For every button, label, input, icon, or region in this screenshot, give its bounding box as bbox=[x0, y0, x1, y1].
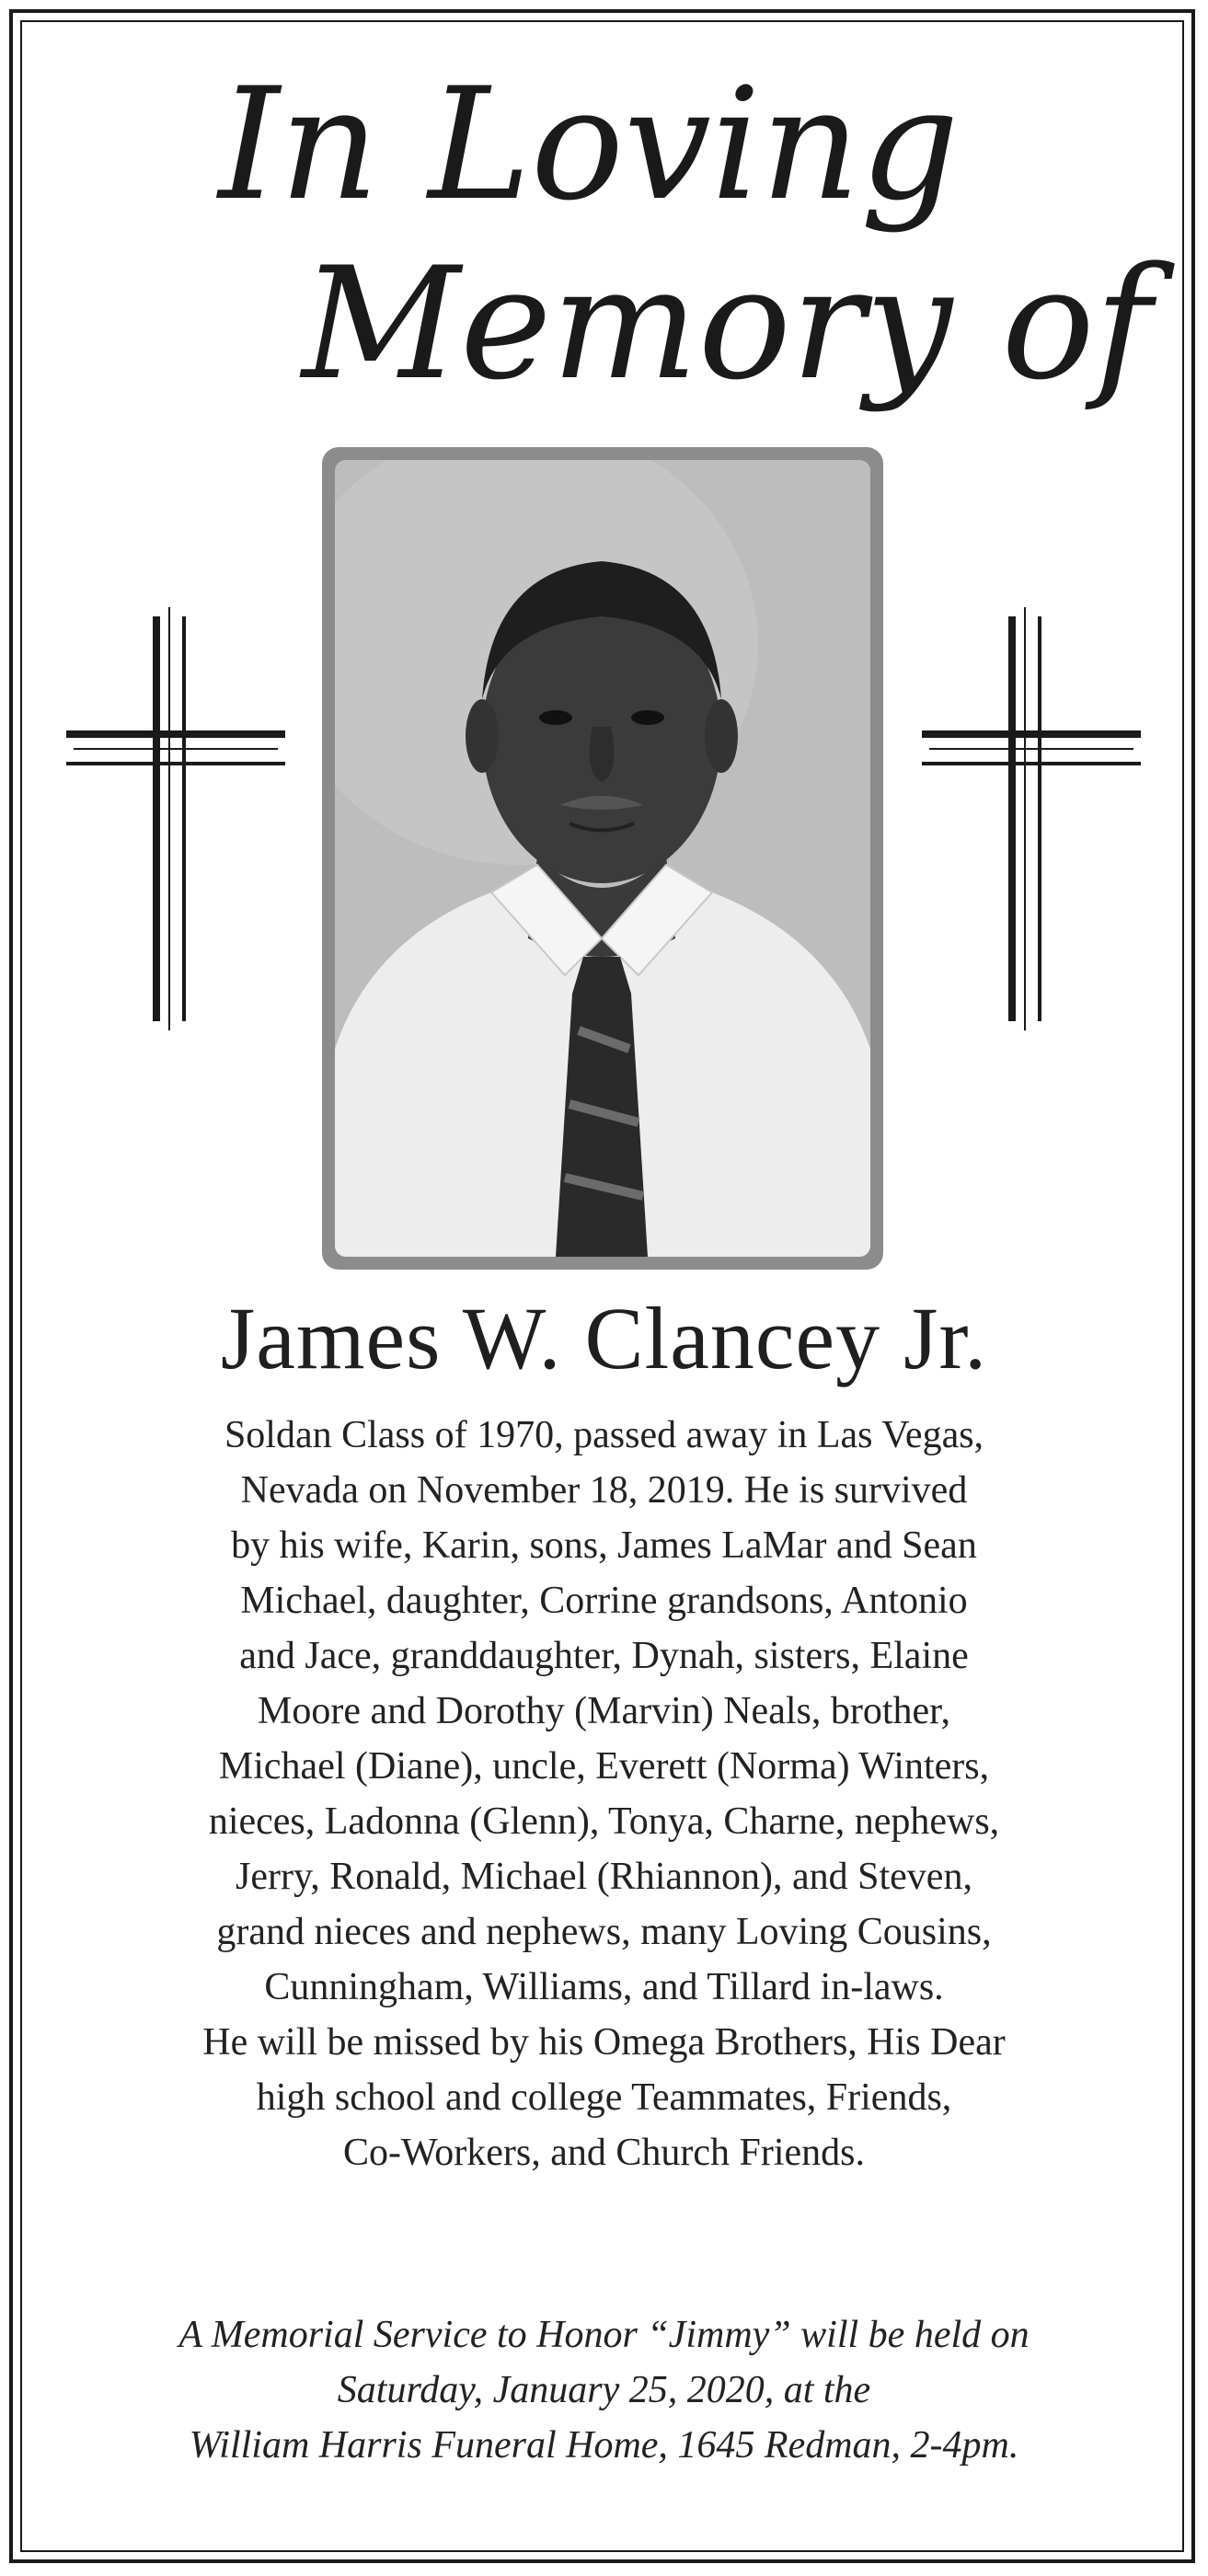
left-cross-icon bbox=[66, 607, 285, 1030]
obituary-line: grand nieces and nephews, many Loving Cousins, bbox=[216, 1911, 992, 1953]
obituary-line: Co-Workers, and Church Friends. bbox=[342, 2132, 866, 2174]
obituary-line: nieces, Ladonna (Glenn), Tonya, Charne, nephews, bbox=[208, 1800, 1000, 1843]
obituary-line: Michael (Diane), uncle, Everett (Norma) Winters, bbox=[218, 1745, 990, 1788]
obituary-line: Michael, daughter, Corrine grandsons, Antonio bbox=[240, 1580, 968, 1622]
obituary-line: Nevada on November 18, 2019. He is survived bbox=[240, 1469, 968, 1512]
heading bbox=[0, 37, 1208, 423]
portrait-illustration bbox=[335, 460, 870, 1257]
heading-line1: In Loving bbox=[218, 54, 960, 235]
right-cross-icon bbox=[922, 607, 1141, 1030]
memorial-service-text bbox=[55, 2307, 1153, 2473]
photo-frame bbox=[322, 447, 883, 1270]
obituary-text bbox=[74, 1408, 1134, 2180]
service-line: A Memorial Service to Honor “Jimmy” will be held on bbox=[178, 2314, 1030, 2356]
obituary-line: Moore and Dorothy (Marvin) Neals, brother, bbox=[258, 1690, 950, 1732]
obituary-line: Jerry, Ronald, Michael (Rhiannon), and Steven, bbox=[236, 1856, 972, 1898]
obituary-line: and Jace, granddaughter, Dynah, sisters, Elaine bbox=[239, 1635, 969, 1677]
deceased-name: James W. Clancey Jr. bbox=[220, 1289, 988, 1387]
heading-svg bbox=[0, 37, 1208, 423]
obituary-line: He will be missed by his Omega Brothers, His Dear bbox=[202, 2021, 1006, 2064]
obituary-line: by his wife, Karin, sons, James LaMar and Sean bbox=[231, 1524, 977, 1567]
obituary-line: high school and college Teammates, Friends, bbox=[256, 2076, 952, 2119]
heading-line2: Memory of bbox=[302, 234, 1152, 414]
obituary-line: Soldan Class of 1970, passed away in Las Vegas, bbox=[224, 1414, 984, 1456]
obituary-line: Cunningham, Williams, and Tillard in-laws. bbox=[264, 1966, 944, 2008]
portrait-photo bbox=[335, 460, 870, 1257]
service-line: Saturday, January 25, 2020, at the bbox=[337, 2369, 871, 2411]
service-line: William Harris Funeral Home, 1645 Redman, 2-4pm. bbox=[189, 2424, 1019, 2467]
